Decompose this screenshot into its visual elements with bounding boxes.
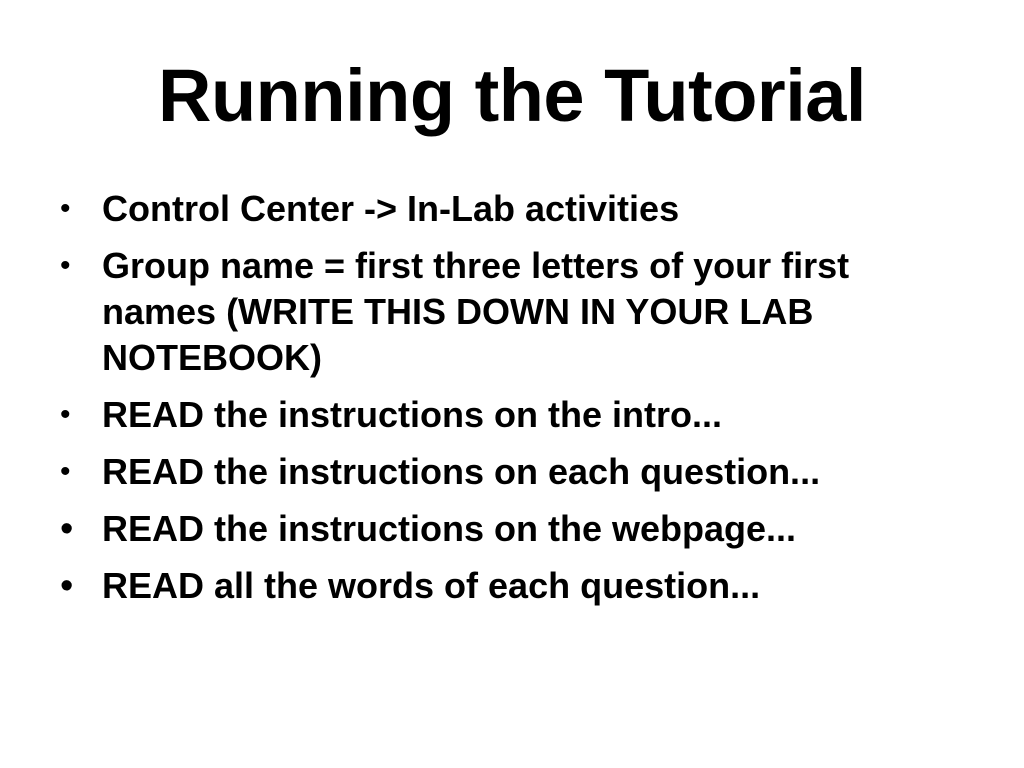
bullet-list <box>58 186 958 620</box>
bullet-item-read-intro <box>58 392 958 438</box>
bullet-dot-icon: • <box>60 192 71 225</box>
bullet-item-group-name <box>58 243 958 381</box>
bullet-dot-icon: • <box>60 508 74 550</box>
bullet-text: READ the instructions on each question... <box>102 451 821 492</box>
bullet-text: Control Center -> In-Lab activities <box>102 188 680 229</box>
bullet-text: Group name = first three letters of your first names (WRITE THIS DOWN IN YOUR LAB NOTEBOOK) <box>102 245 850 378</box>
bullet-dot-icon: • <box>60 565 74 607</box>
bullet-dot-icon: • <box>60 249 71 282</box>
bullet-item-control-center <box>58 186 958 232</box>
bullet-dot-icon: • <box>60 398 71 431</box>
bullet-text: READ the instructions on the intro... <box>102 394 722 435</box>
bullet-text: READ all the words of each question... <box>102 565 761 606</box>
bullet-item-read-words <box>58 563 958 609</box>
bullet-item-read-question <box>58 449 958 495</box>
bullet-text: READ the instructions on the webpage... <box>102 508 797 549</box>
bullet-item-read-webpage <box>58 506 958 552</box>
bullet-dot-icon: • <box>60 455 71 488</box>
slide-title: Running the Tutorial <box>158 54 866 137</box>
